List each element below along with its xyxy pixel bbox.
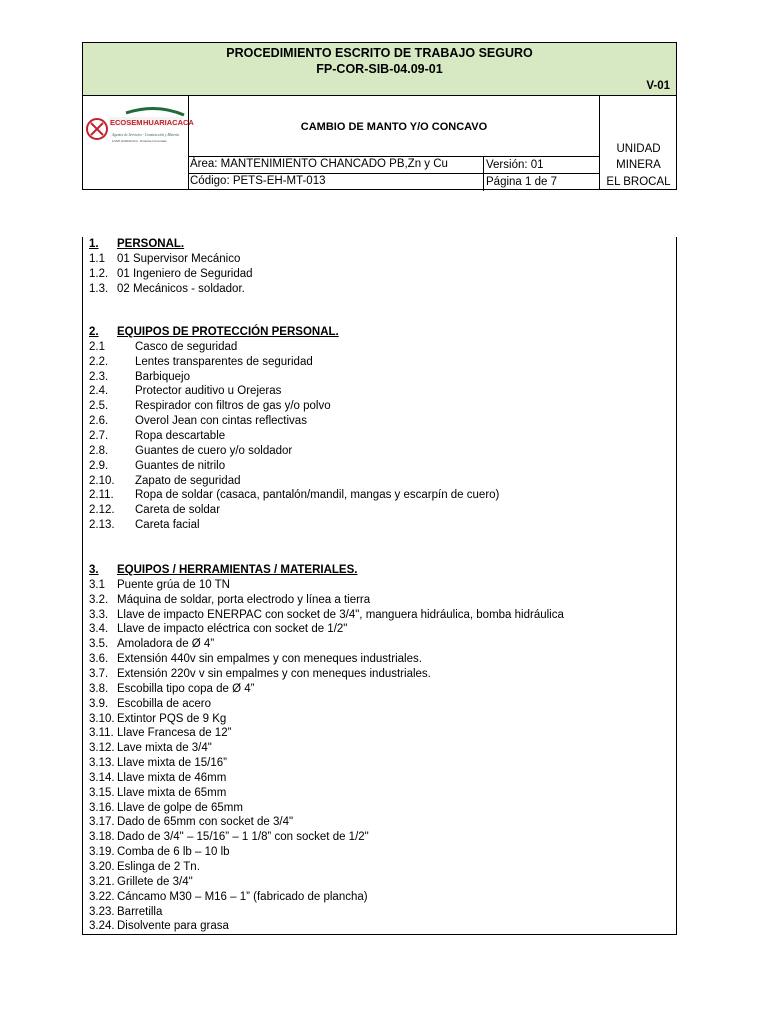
list-item xyxy=(89,504,220,519)
unit-line-1: UNIDAD xyxy=(616,143,661,155)
list-item xyxy=(89,683,254,698)
list-item-text: Lentes transparentes de seguridad xyxy=(135,355,313,368)
list-item xyxy=(89,341,237,356)
list-item-text: Dado de 65mm con socket de 3/4" xyxy=(117,816,294,829)
list-item xyxy=(89,460,225,475)
logo-tagline: Agentes de Servicios - Construcción y Minería xyxy=(112,133,180,137)
list-item xyxy=(89,430,225,445)
list-item-number: 2.8. xyxy=(89,444,109,457)
list-item-number: 2.12. xyxy=(89,504,115,517)
list-item xyxy=(89,816,293,831)
list-item-text: Comba de 6 lb – 10 lb xyxy=(117,846,230,859)
list-item-text: Amoladora de Ø 4” xyxy=(117,638,215,651)
list-item-number: 3.13. xyxy=(89,757,115,770)
logo-cell xyxy=(83,95,194,189)
list-item-number: 3.9. xyxy=(89,697,109,710)
unit-line-3: EL BROCAL xyxy=(606,176,671,188)
logo-text-1: ECOSEM xyxy=(110,118,143,127)
list-item-number: 3.1 xyxy=(89,578,105,591)
list-item xyxy=(89,415,307,430)
list-item xyxy=(89,268,253,283)
list-item-text: Careta facial xyxy=(135,519,200,532)
list-item-text: Ropa de soldar (casaca, pantalón/mandil, mangas y escarpín de cuero) xyxy=(135,489,500,502)
list-item-text: Cáncamo M30 – M16 – 1” (fabricado de plancha) xyxy=(117,890,368,903)
list-item-number: 2.7. xyxy=(89,429,109,442)
list-item-text: Overol Jean con cintas reflectivas xyxy=(135,415,307,428)
header-row-area xyxy=(189,156,599,173)
list-item-text: Extintor PQS de 9 Kg xyxy=(117,712,227,725)
list-item-text: Escobilla de acero xyxy=(117,697,211,710)
list-item-text: Guantes de cuero y/o soldador xyxy=(135,444,293,457)
list-item-number: 3.12. xyxy=(89,742,115,755)
list-item-number: 2.6. xyxy=(89,415,109,428)
list-item-text: Barbiquejo xyxy=(135,370,190,383)
list-item-number: 2.1 xyxy=(89,340,105,353)
section-s1-title-number: 1. xyxy=(89,238,99,250)
list-item xyxy=(89,489,499,504)
section-s2-title xyxy=(89,326,339,341)
list-item-text: Puente grúa de 10 TN xyxy=(117,578,230,591)
list-item-number: 3.23. xyxy=(89,905,115,918)
area-label: Área: MANTENIMIENTO CHANCADO PB,Zn y Cu xyxy=(190,158,448,170)
list-item xyxy=(89,846,230,861)
list-item-text: Escobilla tipo copa de Ø 4” xyxy=(117,682,255,695)
list-item xyxy=(89,831,369,846)
list-item xyxy=(89,253,240,268)
section-s3-title-number: 3. xyxy=(89,564,99,576)
list-item xyxy=(89,371,190,386)
list-item xyxy=(89,653,422,668)
list-item-text: Casco de seguridad xyxy=(135,340,238,353)
list-item-number: 3.6. xyxy=(89,653,109,666)
section-s3-title xyxy=(89,564,357,579)
list-item-number: 3.19. xyxy=(89,846,115,859)
list-item-text: Zapato de seguridad xyxy=(135,474,241,487)
list-item-text: Extensión 440v sin empalmes y con meneques industriales. xyxy=(117,653,422,666)
pagina-label: Página 1 de 7 xyxy=(483,174,557,191)
list-item-number: 3.16. xyxy=(89,801,115,814)
list-item-text: Barretilla xyxy=(117,905,163,918)
logo-small: & MVP HUARIACACA - Productos Comerciales xyxy=(112,140,167,143)
list-item-text: Disolvente para grasa xyxy=(117,920,229,933)
list-item xyxy=(89,772,226,787)
document-header xyxy=(82,42,677,190)
document-code: FP-COR-SIB-04.09-01 xyxy=(316,62,443,76)
version-tag: V-01 xyxy=(646,80,670,92)
list-item-number: 3.2. xyxy=(89,593,109,606)
list-item-number: 3.10. xyxy=(89,712,115,725)
company-logo xyxy=(86,107,194,157)
header-row-code xyxy=(189,173,599,190)
document-title: PROCEDIMIENTO ESCRITO DE TRABAJO SEGURO xyxy=(226,46,533,60)
list-item-text: 02 Mecánicos - soldador. xyxy=(117,282,245,295)
procedure-subtitle: CAMBIO DE MANTO Y/O CONCAVO xyxy=(300,121,488,133)
list-item xyxy=(89,445,292,460)
list-item xyxy=(89,385,281,400)
list-item-text: Guantes de nitrilo xyxy=(135,459,226,472)
section-s2-title-text: EQUIPOS DE PROTECCIÓN PERSONAL. xyxy=(117,326,339,338)
list-item xyxy=(89,698,211,713)
list-item-text: Dado de 3/4" – 15/16” – 1 1/8” con socket de 1/2" xyxy=(117,831,369,844)
list-item-number: 3.17. xyxy=(89,816,115,829)
list-item xyxy=(89,891,368,906)
unit-line-2: MINERA xyxy=(616,159,661,171)
list-item xyxy=(89,283,245,298)
list-item-number: 2.11. xyxy=(89,489,114,502)
header-title-band xyxy=(83,43,676,96)
list-item-number: 3.22. xyxy=(89,890,115,903)
list-item-number: 2.13. xyxy=(89,519,115,532)
list-item-number: 3.15. xyxy=(89,786,115,799)
list-item xyxy=(89,802,243,817)
list-item xyxy=(89,727,231,742)
list-item xyxy=(89,638,214,653)
list-item xyxy=(89,787,226,802)
list-item-number: 2.2. xyxy=(89,355,109,368)
list-item-number: 2.10. xyxy=(89,474,115,487)
section-s1-title-text: PERSONAL. xyxy=(117,238,185,250)
list-item-text: Máquina de soldar, porta electrodo y línea a tierra xyxy=(117,593,371,606)
list-item xyxy=(89,668,431,683)
list-item-text: Llave de golpe de 65mm xyxy=(117,801,243,814)
list-item xyxy=(89,876,193,891)
list-item xyxy=(89,906,162,921)
list-item-number: 2.9. xyxy=(89,459,109,472)
list-item xyxy=(89,579,230,594)
section-s2-title-number: 2. xyxy=(89,326,99,338)
unit-cell xyxy=(599,95,677,189)
section-s1-title xyxy=(89,238,184,253)
list-item-text: Careta de soldar xyxy=(135,504,221,517)
list-item xyxy=(89,713,226,728)
list-item-number: 3.3. xyxy=(89,608,109,621)
list-item xyxy=(89,609,564,624)
list-item-number: 3.14. xyxy=(89,771,115,784)
list-item-number: 3.21. xyxy=(89,875,115,888)
list-item-number: 3.4. xyxy=(89,623,109,636)
list-item xyxy=(89,356,313,371)
list-item-text: 01 Ingeniero de Seguridad xyxy=(117,267,253,280)
list-item-text: Ropa descartable xyxy=(135,429,226,442)
list-item-number: 3.20. xyxy=(89,861,115,873)
list-item xyxy=(89,861,200,876)
list-item-text: 01 Supervisor Mecánico xyxy=(117,252,241,265)
list-item-text: Llave mixta de 65mm xyxy=(117,786,227,799)
list-item-number: 2.3. xyxy=(89,370,109,383)
list-item-number: 2.5. xyxy=(89,400,109,413)
list-item xyxy=(89,742,212,757)
list-item-number: 1.2. xyxy=(89,267,109,280)
list-item-number: 3.18. xyxy=(89,831,115,844)
list-item-text: Llave mixta de 15/16” xyxy=(117,757,227,770)
section-s3-title-text: EQUIPOS / HERRAMIENTAS / MATERIALES. xyxy=(117,564,358,576)
list-item-number: 3.11. xyxy=(89,727,114,740)
list-item xyxy=(89,757,227,772)
list-item-text: Lave mixta de 3/4" xyxy=(117,742,212,755)
list-item xyxy=(89,519,200,534)
list-item-number: 3.5. xyxy=(89,638,109,651)
list-item-text: Protector auditivo u Orejeras xyxy=(135,385,282,398)
list-item-text: Extensión 220v v sin empalmes y con meneques industriales. xyxy=(117,667,431,680)
version-label: Versión: 01 xyxy=(483,157,544,174)
list-item-number: 3.7. xyxy=(89,667,109,680)
list-item-number: 1.1 xyxy=(89,252,105,265)
list-item xyxy=(89,475,241,490)
list-item-number: 2.4. xyxy=(89,385,109,398)
list-item-text: Grillete de 3/4" xyxy=(117,875,193,888)
list-item xyxy=(89,400,331,415)
list-item xyxy=(89,623,347,638)
list-item-text: Llave de impacto ENERPAC con socket de 3/4", manguera hidráulica, bomba hidráulica xyxy=(117,608,564,621)
list-item-text: Llave de impacto eléctrica con socket de 1/2" xyxy=(117,623,348,636)
list-item-number: 1.3. xyxy=(89,282,109,295)
list-item-number: 3.24. xyxy=(89,920,115,933)
list-item xyxy=(89,594,370,609)
list-item-text: Llave Francesa de 12” xyxy=(117,727,232,740)
logo-text-2: HUARIACACA xyxy=(143,118,194,127)
list-item-text: Respirador con filtros de gas y/o polvo xyxy=(135,400,331,413)
codigo-label: Código: PETS-EH-MT-013 xyxy=(190,175,326,187)
list-item-number: 3.8. xyxy=(89,682,109,695)
list-item-text: Eslinga de 2 Tn. xyxy=(117,861,200,873)
list-item-text: Llave mixta de 46mm xyxy=(117,771,227,784)
list-item xyxy=(89,920,229,935)
